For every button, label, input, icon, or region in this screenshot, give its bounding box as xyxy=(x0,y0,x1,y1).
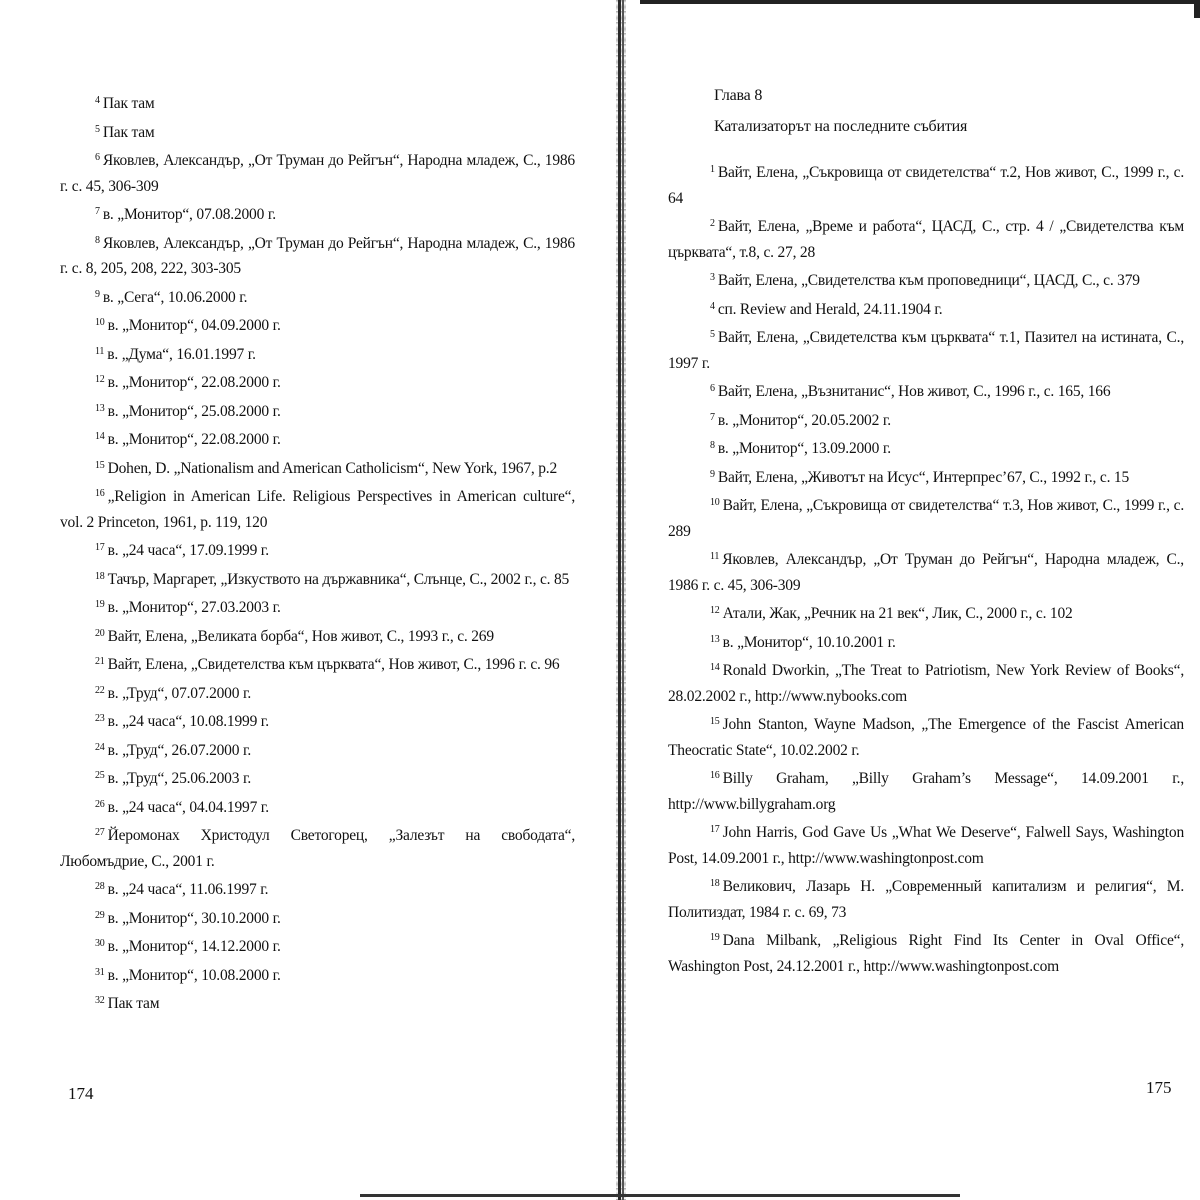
footnote xyxy=(668,294,1184,323)
page-number: 175 xyxy=(1146,1078,1172,1097)
footnote-number: 25 xyxy=(95,770,105,781)
footnote-text: Вайт, Елена, „Свидетелства към църквата“ т.1, Пазител на истината, С., 1997 г. xyxy=(668,329,1184,372)
scan-edge-line xyxy=(640,0,1200,4)
footnote-number: 15 xyxy=(710,716,720,727)
footnote-number: 9 xyxy=(710,468,715,480)
footnote-text: John Stanton, Wayne Madson, „The Emergence of the Fascist American Theocratic State“, 10.02.2002 г. xyxy=(668,716,1184,759)
footnote-number: 7 xyxy=(710,411,715,423)
footnote xyxy=(60,424,575,453)
footnote-text: в. „Монитор“, 30.10.2000 г. xyxy=(107,909,281,927)
footnote-text: Billy Graham, „Billy Graham’s Message“, 14.09.2001 г., http://www.billygraham.org xyxy=(668,770,1184,813)
footnote xyxy=(668,655,1184,709)
footnote xyxy=(60,874,575,903)
footnote-number: 10 xyxy=(710,497,720,508)
footnote-text: в. „Монитор“, 22.08.2000 г. xyxy=(107,431,281,448)
book-gutter xyxy=(600,0,628,1200)
footnote-number: 11 xyxy=(710,551,720,562)
footnote xyxy=(668,709,1184,763)
footnote-number: 32 xyxy=(95,995,105,1006)
footnote-text: в. „Дума“, 16.01.1997 г. xyxy=(107,345,256,363)
footnote-text: в. „Труд“, 07.07.2000 г. xyxy=(107,684,252,702)
footnote-text: в. „Сега“, 10.06.2000 г. xyxy=(102,288,248,306)
footnote-number: 20 xyxy=(95,627,105,639)
footnote xyxy=(60,903,575,932)
footnote-number: 18 xyxy=(95,570,105,582)
footnote xyxy=(60,117,575,146)
footnote-text: Йеромонах Христодул Светогорец, „Залезът на свободата“, Любомъдрие, С., 2001 г. xyxy=(60,827,575,870)
footnote-number: 14 xyxy=(710,662,720,673)
footnote xyxy=(668,376,1184,405)
footnote xyxy=(60,453,575,482)
scan-edge-mark xyxy=(1194,0,1200,18)
footnote-text: Пак там xyxy=(107,995,160,1012)
footnote xyxy=(60,706,575,735)
footnote-number: 29 xyxy=(95,909,105,921)
footnote xyxy=(60,199,575,228)
footnote xyxy=(60,792,575,821)
left-footnote-list xyxy=(60,88,575,1017)
footnote-text: Вайт, Елена, „Животът на Исус“, Интерпрес’67, С., 1992 г., с. 15 xyxy=(717,468,1130,486)
footnote xyxy=(668,211,1184,265)
footnote-text: в. „24 часа“, 10.08.1999 г. xyxy=(107,713,269,730)
footnote xyxy=(60,367,575,396)
footnote-text: Яковлев, Александър, „От Труман до Рейгън“, Народна младеж, С., 1986 г. с. 45, 306-309 xyxy=(668,551,1184,594)
footnote-text: в. „Монитор“, 04.09.2000 г. xyxy=(107,317,281,334)
binding-edge xyxy=(622,0,624,1200)
footnote-number: 2 xyxy=(710,218,715,229)
footnote-text: в. „Монитор“, 14.12.2000 г. xyxy=(107,938,281,955)
footnote-number: 23 xyxy=(95,713,105,724)
footnote xyxy=(60,564,575,593)
footnote xyxy=(60,145,575,199)
footnote xyxy=(60,396,575,425)
footnote-text: Вайт, Елена, „Свидетелства към църквата“, Нов живот, С., 1996 г. с. 96 xyxy=(107,656,560,673)
footnote-number: 13 xyxy=(95,402,105,414)
footnote-text: в. „Монитор“, 25.08.2000 г. xyxy=(107,402,281,420)
footnote xyxy=(60,481,575,535)
right-footnote-list xyxy=(668,157,1184,979)
footnote-number: 31 xyxy=(95,966,105,978)
binding-edge xyxy=(618,0,621,1200)
footnote xyxy=(668,322,1184,376)
footnote-text: в. „Монитор“, 10.08.2000 г. xyxy=(107,966,281,984)
footnote xyxy=(668,871,1184,925)
footnote-text: в. „24 часа“, 11.06.1997 г. xyxy=(107,881,269,898)
footnote-text: Яковлев, Александър, „От Труман до Рейгън“, Народна младеж, С., 1986 г. с. 45, 306-309 xyxy=(60,152,575,195)
footnote-text: в. „Монитор“, 27.03.2003 г. xyxy=(107,599,281,616)
footnote-text: Dana Milbank, „Religious Right Find Its Center in Oval Office“, Washington Post, 24.12.2001 г., http://www.washingtonpost.com xyxy=(668,932,1184,975)
footnote-number: 4 xyxy=(710,300,715,312)
footnote-number: 8 xyxy=(95,234,100,246)
footnote-text: Пак там xyxy=(102,95,155,112)
footnote xyxy=(668,817,1184,871)
footnote-number: 9 xyxy=(95,288,100,300)
footnote-number: 30 xyxy=(95,938,105,949)
footnote xyxy=(60,621,575,650)
footnote xyxy=(60,988,575,1017)
footnote-number: 11 xyxy=(95,345,105,357)
footnote-text: в. „Труд“, 25.06.2003 г. xyxy=(107,770,252,787)
footnote-text: в. „Монитор“, 13.09.2000 г. xyxy=(717,440,891,457)
footnote xyxy=(668,925,1184,979)
footnote xyxy=(668,157,1184,211)
footnote xyxy=(60,88,575,117)
footnote-text: „Religion in American Life. Religious Perspectives in American culture“, vol. 2 Princeton, 1961, p. 119, 120 xyxy=(60,488,575,531)
footnote-text: Вайт, Елена, „Свидетелства към проповедници“, ЦАСД, С., с. 379 xyxy=(717,272,1140,289)
footnote-text: Вайт, Елена, „Съкровища от свидетелства“ т.2, Нов живот, С., 1999 г., с. 64 xyxy=(668,164,1184,207)
footnote-number: 28 xyxy=(95,881,105,892)
footnote xyxy=(60,931,575,960)
footnote-text: Тачър, Маргарет, „Изкуството на държавника“, Слънце, С., 2002 г., с. 85 xyxy=(107,570,570,588)
footnote-text: сп. Review and Herald, 24.11.1904 г. xyxy=(717,300,943,318)
footnote xyxy=(60,310,575,339)
footnote xyxy=(668,627,1184,656)
footnote-number: 18 xyxy=(710,878,720,889)
footnote xyxy=(60,649,575,678)
footnote-number: 8 xyxy=(710,440,715,451)
footnote-text: в. „Монитор“, 20.05.2002 г. xyxy=(717,411,891,429)
footnote-text: в. „Труд“, 26.07.2000 г. xyxy=(107,741,252,759)
footnote-number: 17 xyxy=(95,542,105,553)
footnote-number: 5 xyxy=(95,123,100,135)
footnote-number: 26 xyxy=(95,798,105,810)
footnote xyxy=(668,405,1184,434)
footnote-text: Ronald Dworkin, „The Treat to Patriotism, New York Review of Books“, 28.02.2002 г., http://www.nybooks.com xyxy=(668,662,1184,705)
footnote-number: 19 xyxy=(710,932,720,943)
footnote xyxy=(60,535,575,564)
footnote-number: 17 xyxy=(710,824,720,835)
footnote xyxy=(60,228,575,282)
footnote-text: в. „24 часа“, 17.09.1999 г. xyxy=(107,542,269,559)
footnote-number: 22 xyxy=(95,684,105,696)
footnote-number: 16 xyxy=(95,488,105,499)
footnote xyxy=(60,820,575,874)
footnote xyxy=(668,462,1184,491)
footnote-text: John Harris, God Gave Us „What We Deserve“, Falwell Says, Washington Post, 14.09.2001 г., http://www.washingtonpost.com xyxy=(668,824,1184,867)
footnote-text: в. „24 часа“, 04.04.1997 г. xyxy=(107,798,269,816)
footnote-number: 13 xyxy=(710,633,720,645)
footnote xyxy=(60,763,575,792)
footnote xyxy=(60,339,575,368)
footnote-number: 14 xyxy=(95,431,105,442)
chapter-title: Катализаторът на последните събития xyxy=(714,118,968,135)
chapter-number: Глава 8 xyxy=(714,87,763,104)
footnote-number: 19 xyxy=(95,599,105,610)
footnote xyxy=(60,960,575,989)
footnote-number: 10 xyxy=(95,317,105,328)
footnote-text: Dohen, D. „Nationalism and American Catholicism“, New York, 1967, p.2 xyxy=(107,459,558,477)
footnote-number: 12 xyxy=(710,605,720,616)
page-number: 174 xyxy=(68,1084,94,1103)
footnote xyxy=(668,763,1184,817)
footnote-number: 4 xyxy=(95,95,100,106)
footnote-text: Великович, Лазарь Н. „Современный капитализм и религия“, М. Политиздат, 1984 г. с. 69, 73 xyxy=(668,878,1184,921)
scan-edge-line xyxy=(360,1194,960,1197)
footnote-text: Вайт, Елена, „Възнитанис“, Нов живот, С., 1996 г., с. 165, 166 xyxy=(717,383,1111,400)
footnote-text: Яковлев, Александър, „От Труман до Рейгън“, Народна младеж, С., 1986 г. с. 8, 205, 208, 222, 303-305 xyxy=(60,234,575,277)
footnote xyxy=(60,735,575,764)
footnote-text: Вайт, Елена, „Време и работа“, ЦАСД, С., стр. 4 / „Свидетелства към църквата“, т.8, с. 27, 28 xyxy=(668,218,1184,261)
footnote-number: 7 xyxy=(95,206,100,217)
footnote-number: 6 xyxy=(95,152,100,163)
right-page xyxy=(628,0,1200,1200)
footnote xyxy=(668,265,1184,294)
footnote-text: Атали, Жак, „Речник на 21 век“, Лик, С., 2000 г., с. 102 xyxy=(722,605,1073,622)
footnote-text: Вайт, Елена, „Великата борба“, Нов живот, С., 1993 г., с. 269 xyxy=(107,627,494,645)
footnote-number: 16 xyxy=(710,770,720,781)
footnote-text: в. „Монитор“, 10.10.2001 г. xyxy=(722,633,896,651)
footnote-number: 24 xyxy=(95,741,105,753)
footnote-text: в. „Монитор“, 07.08.2000 г. xyxy=(102,206,276,223)
footnote xyxy=(668,433,1184,462)
footnote xyxy=(60,592,575,621)
footnote xyxy=(668,490,1184,544)
footnote-number: 27 xyxy=(95,827,105,838)
footnote-text: Пак там xyxy=(102,123,155,141)
footnote-number: 1 xyxy=(710,164,715,175)
footnote xyxy=(60,678,575,707)
footnote-number: 21 xyxy=(95,656,105,667)
footnote xyxy=(668,544,1184,598)
footnote-text: в. „Монитор“, 22.08.2000 г. xyxy=(107,374,281,391)
footnote-number: 6 xyxy=(710,383,715,394)
footnote-number: 5 xyxy=(710,329,715,340)
footnote xyxy=(668,598,1184,627)
footnote xyxy=(60,282,575,311)
footnote-number: 3 xyxy=(710,272,715,283)
footnote-number: 15 xyxy=(95,459,105,471)
footnote-text: Вайт, Елена, „Съкровища от свидетелства“ т.3, Нов живот, С., 1999 г., с. 289 xyxy=(668,497,1184,540)
footnote-number: 12 xyxy=(95,374,105,385)
